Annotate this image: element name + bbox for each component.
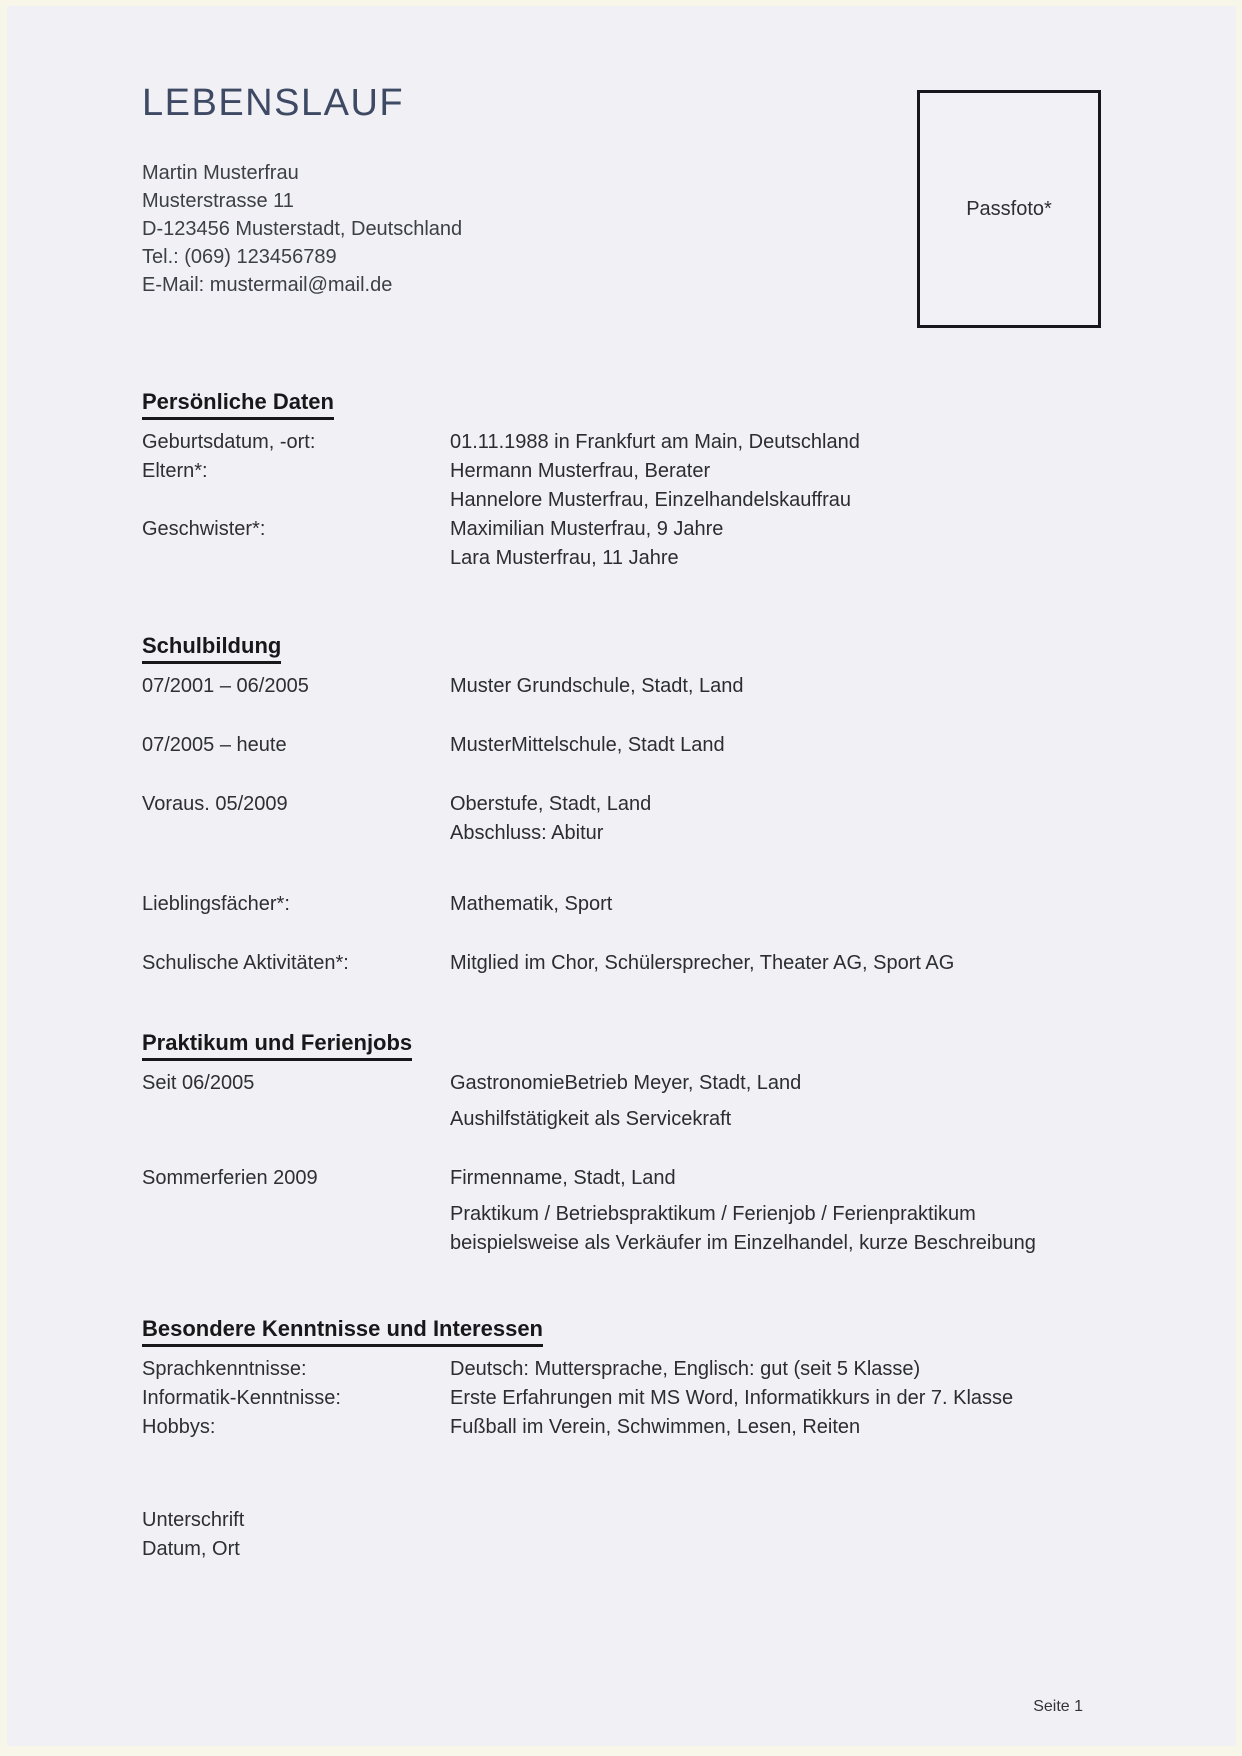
field-value: Praktikum / Betriebspraktikum / Ferienjob / Ferienpraktikum — [450, 1203, 976, 1225]
field-value: Erste Erfahrungen mit MS Word, Informatikkurs in der 7. Klasse — [450, 1387, 1014, 1409]
field-label: Lieblingsfächer*: — [142, 893, 290, 915]
field-value: Abschluss: Abitur — [450, 822, 604, 844]
section-heading: Persönliche Daten — [142, 389, 334, 420]
field-value: Deutsch: Muttersprache, Englisch: gut (seit 5 Klasse) — [450, 1358, 921, 1380]
field-row — [142, 428, 1142, 457]
field-value: GastronomieBetrieb Meyer, Stadt, Land — [450, 1072, 802, 1094]
section-education — [142, 633, 1142, 978]
paper-background — [7, 6, 1236, 1746]
field-value: MusterMittelschule, Stadt Land — [450, 734, 725, 756]
field-label: Schulische Aktivitäten*: — [142, 952, 349, 974]
field-label: Sprachkenntnisse: — [142, 1358, 307, 1380]
field-value: Mitglied im Chor, Schülersprecher, Theater AG, Sport AG — [450, 952, 955, 974]
field-value: Hannelore Musterfrau, Einzelhandelskauffrau — [450, 489, 851, 511]
field-row — [142, 515, 1142, 573]
field-label: Eltern*: — [142, 460, 208, 482]
field-value: Fußball im Verein, Schwimmen, Lesen, Reiten — [450, 1416, 861, 1438]
field-value: Firmenname, Stadt, Land — [450, 1167, 676, 1189]
field-label: 07/2005 – heute — [142, 734, 287, 756]
section-heading: Schulbildung — [142, 633, 281, 664]
contact-block — [142, 159, 1142, 299]
section-heading: Besondere Kenntnisse und Interessen — [142, 1316, 543, 1347]
section-heading: Praktikum und Ferienjobs — [142, 1030, 412, 1061]
field-label: Hobbys: — [142, 1416, 216, 1438]
document-title: LEBENSLAUF — [142, 82, 405, 124]
field-row — [142, 1164, 1142, 1258]
field-label: Geburtsdatum, -ort: — [142, 431, 316, 453]
contact-city: D-123456 Musterstadt, Deutschland — [142, 218, 463, 240]
field-label: Informatik-Kenntnisse: — [142, 1387, 341, 1409]
passport-photo-label: Passfoto* — [966, 197, 1052, 220]
field-row — [142, 890, 1142, 919]
field-row — [142, 949, 1142, 978]
field-row — [142, 790, 1142, 848]
field-label: 07/2001 – 06/2005 — [142, 675, 309, 697]
field-label: Geschwister*: — [142, 518, 266, 540]
contact-email: E-Mail: mustermail@mail.de — [142, 274, 393, 296]
field-label: Voraus. 05/2009 — [142, 793, 288, 815]
field-value: Oberstufe, Stadt, Land — [450, 793, 652, 815]
field-value: Maximilian Musterfrau, 9 Jahre — [450, 518, 724, 540]
contact-name: Martin Musterfrau — [142, 162, 299, 184]
contact-phone: Tel.: (069) 123456789 — [142, 246, 337, 268]
field-row — [142, 1413, 1142, 1442]
field-value: Aushilfstätigkeit als Servicekraft — [450, 1108, 732, 1130]
field-label: Seit 06/2005 — [142, 1072, 255, 1094]
signature-label: Unterschrift — [142, 1509, 245, 1531]
section-skills-interests — [142, 1316, 1142, 1442]
section-internships — [142, 1030, 1142, 1258]
document-content — [142, 82, 1142, 1564]
field-value: Mathematik, Sport — [450, 893, 613, 915]
field-row — [142, 1069, 1142, 1134]
signature-date-place-label: Datum, Ort — [142, 1538, 240, 1560]
contact-street: Musterstrasse 11 — [142, 190, 294, 212]
field-row — [142, 1384, 1142, 1413]
field-value: Lara Musterfrau, 11 Jahre — [450, 547, 679, 569]
field-value: Hermann Musterfrau, Berater — [450, 460, 711, 482]
field-row — [142, 1355, 1142, 1384]
section-personal-data — [142, 389, 1142, 573]
field-row — [142, 672, 1142, 701]
field-row — [142, 457, 1142, 515]
field-value: 01.11.1988 in Frankfurt am Main, Deutschland — [450, 431, 860, 453]
signature-block — [142, 1506, 1142, 1564]
page-number: Seite 1 — [1033, 1698, 1083, 1715]
field-label: Sommerferien 2009 — [142, 1167, 318, 1189]
field-row — [142, 731, 1142, 760]
field-value: beispielsweise als Verkäufer im Einzelhandel, kurze Beschreibung — [450, 1232, 1036, 1254]
field-value: Muster Grundschule, Stadt, Land — [450, 675, 744, 697]
